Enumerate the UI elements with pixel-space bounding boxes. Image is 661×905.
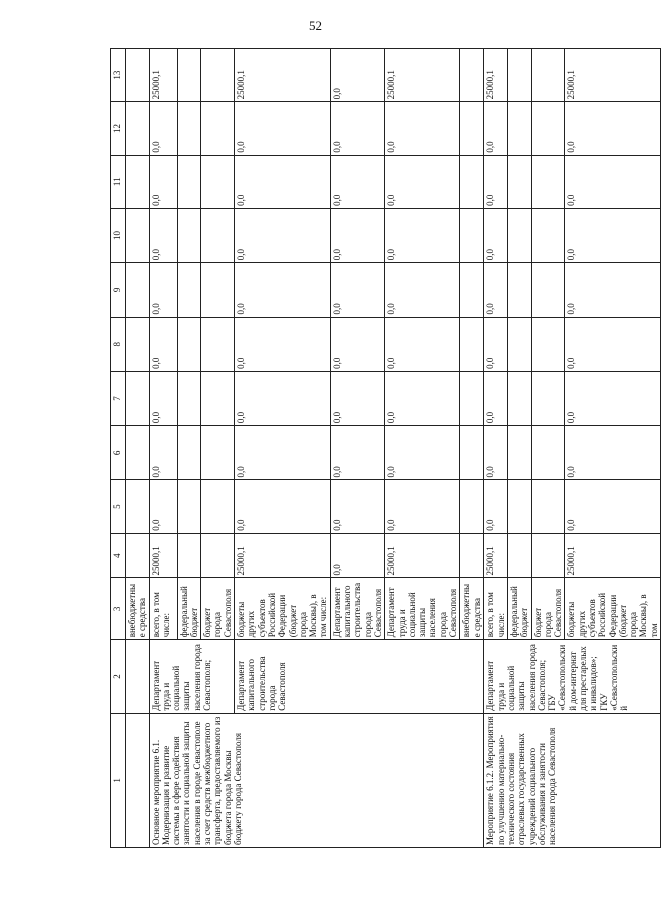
value-cell	[177, 49, 201, 102]
page-number: 52	[309, 18, 322, 33]
value-cell: 25000,1	[484, 49, 508, 102]
value-cell	[126, 155, 150, 208]
column-number: 11	[111, 155, 126, 208]
value-cell	[201, 208, 235, 262]
value-cell: 0,0	[385, 371, 460, 425]
value-cell: 25000,1	[235, 49, 331, 102]
value-cell	[201, 102, 235, 155]
value-cell	[460, 480, 484, 533]
value-cell: 25000,1	[565, 49, 661, 102]
value-cell	[507, 317, 531, 371]
value-cell: 0,0	[330, 155, 384, 208]
value-cell	[460, 155, 484, 208]
value-cell	[201, 480, 235, 533]
value-cell: 0,0	[149, 371, 177, 425]
column-number: 10	[111, 208, 126, 262]
value-cell: 0,0	[385, 263, 460, 317]
source-cell: внебюджетные средства	[460, 578, 484, 640]
value-cell: 0,0	[484, 426, 508, 480]
value-cell: 0,0	[330, 102, 384, 155]
value-cell: 25000,1	[149, 49, 177, 102]
value-cell	[507, 480, 531, 533]
value-cell	[126, 533, 150, 578]
value-cell	[126, 371, 150, 425]
value-cell: 0,0	[565, 480, 661, 533]
value-cell	[507, 208, 531, 262]
value-cell	[507, 155, 531, 208]
value-cell	[531, 317, 565, 371]
column-number: 3	[111, 578, 126, 640]
executor-cell: Департамент капитального строительства города Севастополя	[235, 640, 484, 714]
value-cell	[201, 533, 235, 578]
column-number: 8	[111, 317, 126, 371]
value-cell: 0,0	[484, 317, 508, 371]
value-cell: 0,0	[330, 371, 384, 425]
value-cell	[531, 208, 565, 262]
value-cell: 0,0	[235, 102, 331, 155]
value-cell	[177, 426, 201, 480]
value-cell	[201, 426, 235, 480]
source-cell: Департамент труда и социальной защиты населения города Севастополя	[385, 578, 460, 640]
column-number: 7	[111, 371, 126, 425]
value-cell: 0,0	[385, 208, 460, 262]
value-cell	[460, 102, 484, 155]
source-cell: федеральный бюджет	[177, 578, 201, 640]
value-cell: 25000,1	[484, 533, 508, 578]
source-cell: бюджеты других субъектов Российской Федерации (бюджет города Москвы), в том числе:	[235, 578, 331, 640]
column-number: 1	[111, 713, 126, 847]
value-cell: 25000,1	[565, 533, 661, 578]
source-cell: всего, в том числе:	[484, 578, 508, 640]
value-cell: 0,0	[330, 426, 384, 480]
value-cell	[177, 102, 201, 155]
value-cell	[531, 49, 565, 102]
value-cell	[177, 208, 201, 262]
executor-cell: Департамент труда и социальной защиты населения города Севастополя;	[149, 640, 234, 714]
value-cell	[126, 317, 150, 371]
column-number: 2	[111, 640, 126, 714]
value-cell	[531, 480, 565, 533]
column-number: 4	[111, 533, 126, 578]
value-cell	[460, 208, 484, 262]
value-cell: 0,0	[484, 102, 508, 155]
source-cell: внебюджетные средства	[126, 578, 150, 640]
value-cell: 25000,1	[385, 49, 460, 102]
value-cell: 25000,1	[235, 533, 331, 578]
table-row	[149, 49, 177, 848]
value-cell: 0,0	[385, 480, 460, 533]
value-cell: 0,0	[330, 208, 384, 262]
value-cell	[201, 155, 235, 208]
value-cell: 0,0	[149, 208, 177, 262]
activity-name: Основное мероприятие 6.1. Модернизация и развитие системы в сфере содействия занятости и социальной защиты населения в городе Севастополе за счет средств межбюджетного трансферта, предоставляемого из бюджета города Москвы бюджету города Севастополя	[149, 713, 484, 847]
value-cell: 0,0	[385, 102, 460, 155]
source-cell: всего, в том числе:	[149, 578, 177, 640]
value-cell	[531, 533, 565, 578]
source-cell: Департамент капитального строительства города Севастополя	[330, 578, 384, 640]
value-cell	[507, 49, 531, 102]
value-cell	[201, 371, 235, 425]
value-cell: 0,0	[484, 155, 508, 208]
value-cell: 0,0	[149, 263, 177, 317]
column-number: 6	[111, 426, 126, 480]
value-cell	[507, 371, 531, 425]
source-cell: федеральный бюджет	[507, 578, 531, 640]
value-cell	[126, 263, 150, 317]
value-cell: 0,0	[330, 533, 384, 578]
value-cell	[460, 371, 484, 425]
value-cell	[507, 263, 531, 317]
value-cell: 0,0	[565, 263, 661, 317]
value-cell: 0,0	[149, 480, 177, 533]
column-number: 12	[111, 102, 126, 155]
value-cell: 0,0	[149, 155, 177, 208]
empty-cell	[126, 640, 150, 714]
source-cell: бюджеты других субъектов Российской Федерации (бюджет города Москвы), в том	[565, 578, 661, 640]
value-cell	[126, 102, 150, 155]
value-cell: 0,0	[565, 208, 661, 262]
value-cell	[201, 263, 235, 317]
value-cell	[126, 480, 150, 533]
value-cell	[126, 49, 150, 102]
value-cell: 0,0	[565, 426, 661, 480]
value-cell: 0,0	[565, 155, 661, 208]
value-cell	[507, 102, 531, 155]
value-cell: 0,0	[330, 317, 384, 371]
table-row	[126, 49, 150, 848]
empty-cell	[126, 713, 150, 847]
value-cell	[460, 533, 484, 578]
column-number: 13	[111, 49, 126, 102]
value-cell	[460, 317, 484, 371]
column-number: 9	[111, 263, 126, 317]
value-cell: 25000,1	[385, 533, 460, 578]
value-cell	[177, 263, 201, 317]
value-cell: 0,0	[484, 263, 508, 317]
value-cell	[507, 533, 531, 578]
value-cell: 25000,1	[149, 533, 177, 578]
value-cell	[177, 317, 201, 371]
value-cell: 0,0	[484, 208, 508, 262]
rotated-table-container	[110, 48, 659, 848]
source-cell: бюджет города Севастополя	[201, 578, 235, 640]
funding-table	[110, 48, 661, 848]
value-cell: 0,0	[330, 49, 384, 102]
value-cell: 0,0	[235, 263, 331, 317]
value-cell: 0,0	[235, 480, 331, 533]
value-cell: 0,0	[484, 480, 508, 533]
value-cell: 0,0	[330, 263, 384, 317]
value-cell	[201, 317, 235, 371]
value-cell	[177, 371, 201, 425]
value-cell: 0,0	[149, 317, 177, 371]
value-cell	[531, 155, 565, 208]
executor-cell: Департамент труда и социальной защиты населения города Севастополя; ГБУ «Севастопольский дом-интернат для престарелых и инвалидов»; ГКУ «Севастопольский	[484, 640, 661, 714]
column-number: 5	[111, 480, 126, 533]
value-cell	[177, 480, 201, 533]
value-cell: 0,0	[385, 155, 460, 208]
value-cell	[126, 208, 150, 262]
value-cell	[531, 371, 565, 425]
value-cell: 0,0	[149, 426, 177, 480]
value-cell	[460, 49, 484, 102]
value-cell: 0,0	[565, 102, 661, 155]
column-number-row	[111, 49, 126, 848]
table-row	[484, 49, 508, 848]
value-cell: 0,0	[235, 371, 331, 425]
value-cell	[201, 49, 235, 102]
value-cell	[177, 533, 201, 578]
value-cell: 0,0	[235, 426, 331, 480]
value-cell: 0,0	[235, 155, 331, 208]
value-cell: 0,0	[385, 317, 460, 371]
value-cell: 0,0	[565, 371, 661, 425]
value-cell	[460, 263, 484, 317]
value-cell	[531, 263, 565, 317]
value-cell: 0,0	[149, 102, 177, 155]
value-cell: 0,0	[235, 317, 331, 371]
value-cell: 0,0	[330, 480, 384, 533]
value-cell: 0,0	[565, 317, 661, 371]
value-cell	[460, 426, 484, 480]
value-cell	[507, 426, 531, 480]
activity-name: Мероприятие 6.1.2. Мероприятия по улучшению материально-технического состояния отраслевых государственных учреждений социального обслуживания и занятости населения города Севастополя	[484, 713, 661, 847]
value-cell: 0,0	[385, 426, 460, 480]
value-cell: 0,0	[235, 208, 331, 262]
value-cell: 0,0	[484, 371, 508, 425]
source-cell: бюджет города Севастополя	[531, 578, 565, 640]
value-cell	[126, 426, 150, 480]
value-cell	[531, 102, 565, 155]
value-cell	[177, 155, 201, 208]
value-cell	[531, 426, 565, 480]
